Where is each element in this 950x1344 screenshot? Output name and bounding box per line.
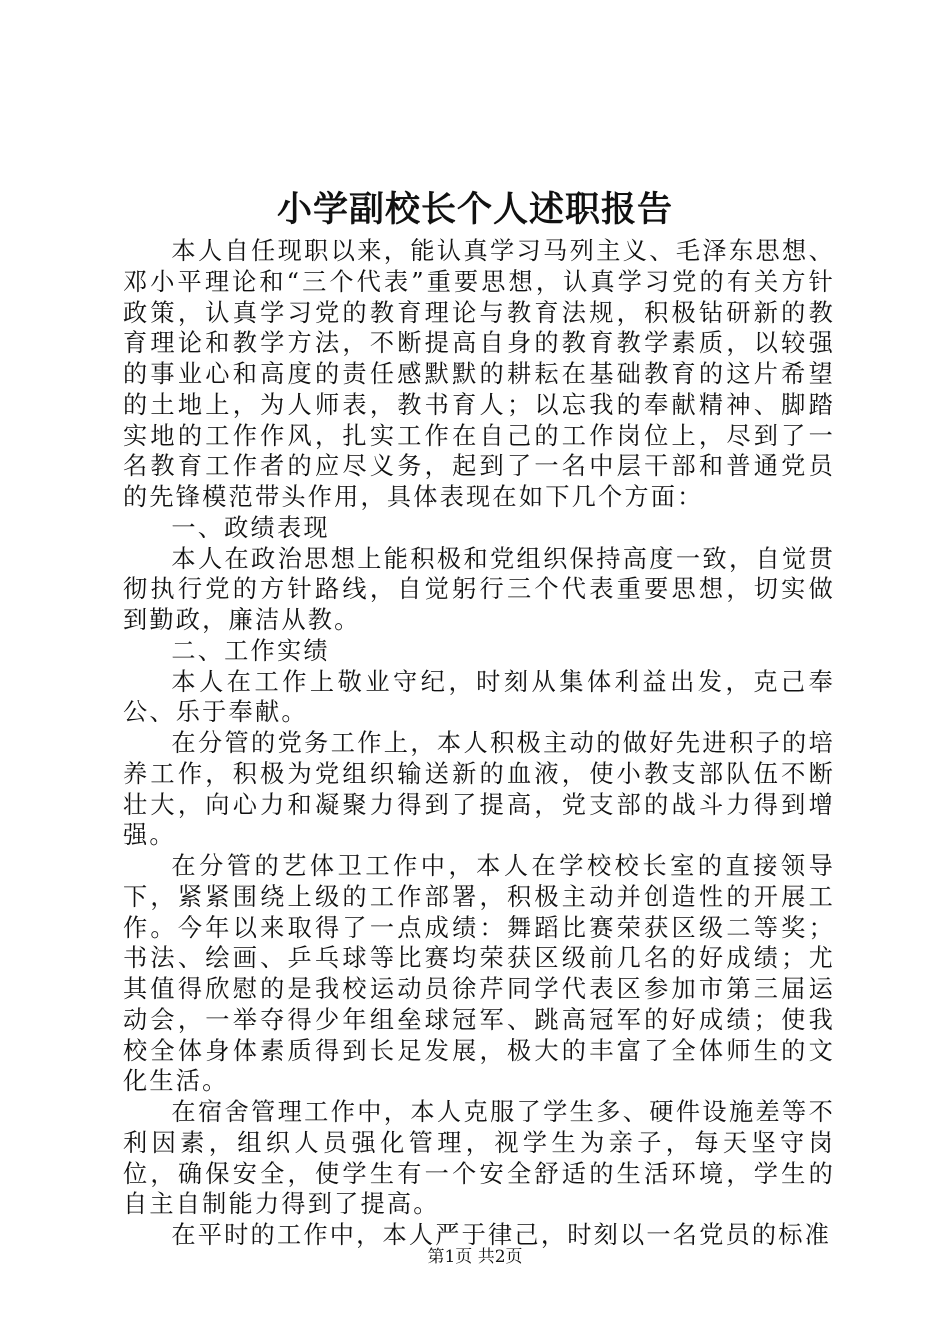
dormitory-paragraph: 在宿舍管理工作中，本人克服了学生多、硬件设施差等不利因素，组织人员强化管理，视学生为亲子，每天坚守岗位，确保安全，使学生有一个安全舒适的生活环境，学生的自主自制能力得到了提高。 — [123, 1098, 835, 1219]
section-heading-achievements: 二、工作实绩 — [171, 636, 330, 665]
page-title: 小学副校长个人述职报告 — [276, 189, 673, 230]
document-body — [123, 236, 835, 1251]
daily-work-paragraph: 在平时的工作中，本人严于律己，时刻以一名党员的标准 — [171, 1221, 832, 1249]
arts-sports-paragraph: 在分管的艺体卫工作中，本人在学校校长室的直接领导下，紧紧围绕上级的工作部署，积极主动并创造性的开展工作。今年以来取得了一点成绩：舞蹈比赛荣获区级二等奖；书法、绘画、乒乓球等比赛均荣获区级前几名的好成绩；尤其值得欣慰的是我校运动员徐芹同学代表区参加市第三届运动会，一举夺得少年组垒球冠军、跳高冠军的好成绩；使我校全体身体素质得到长足发展，极大的丰富了全体师生的文化生活。 — [123, 852, 835, 1096]
work-ethic-paragraph: 本人在工作上敬业守纪，时刻从集体利益出发，克己奉公、乐于奉献。 — [123, 667, 835, 727]
intro-paragraph: 本人自任现职以来，能认真学习马列主义、毛泽东思想、邓小平理论和“三个代表”重要思想，认真学习党的有关方针政策，认真学习党的教育理论与教育法规，积极钻研新的教育理论和教学方法，不断提高自身的教育教学素质，以较强的事业心和高度的责任感默默的耕耘在基础教育的这片希望的土地上，为人师表，教书育人；以忘我的奉献精神、脚踏实地的工作作风，扎实工作在自己的工作岗位上，尽到了一名教育工作者的应尽义务，起到了一名中层干部和普通党员的先锋模范带头作用，具体表现在如下几个方面： — [123, 237, 835, 511]
page-indicator: 第1页 共2页 — [427, 1247, 523, 1267]
section-heading-performance: 一、政绩表现 — [171, 513, 330, 542]
political-paragraph: 本人在政治思想上能积极和党组织保持高度一致，自觉贯彻执行党的方针路线，自觉躬行三个代表重要思想，切实做到勤政，廉洁从教。 — [123, 544, 835, 634]
party-work-paragraph: 在分管的党务工作上，本人积极主动的做好先进积子的培养工作，积极为党组织输送新的血液，使小教支部队伍不断壮大，向心力和凝聚力得到了提高，党支部的战斗力得到增强。 — [123, 729, 835, 850]
